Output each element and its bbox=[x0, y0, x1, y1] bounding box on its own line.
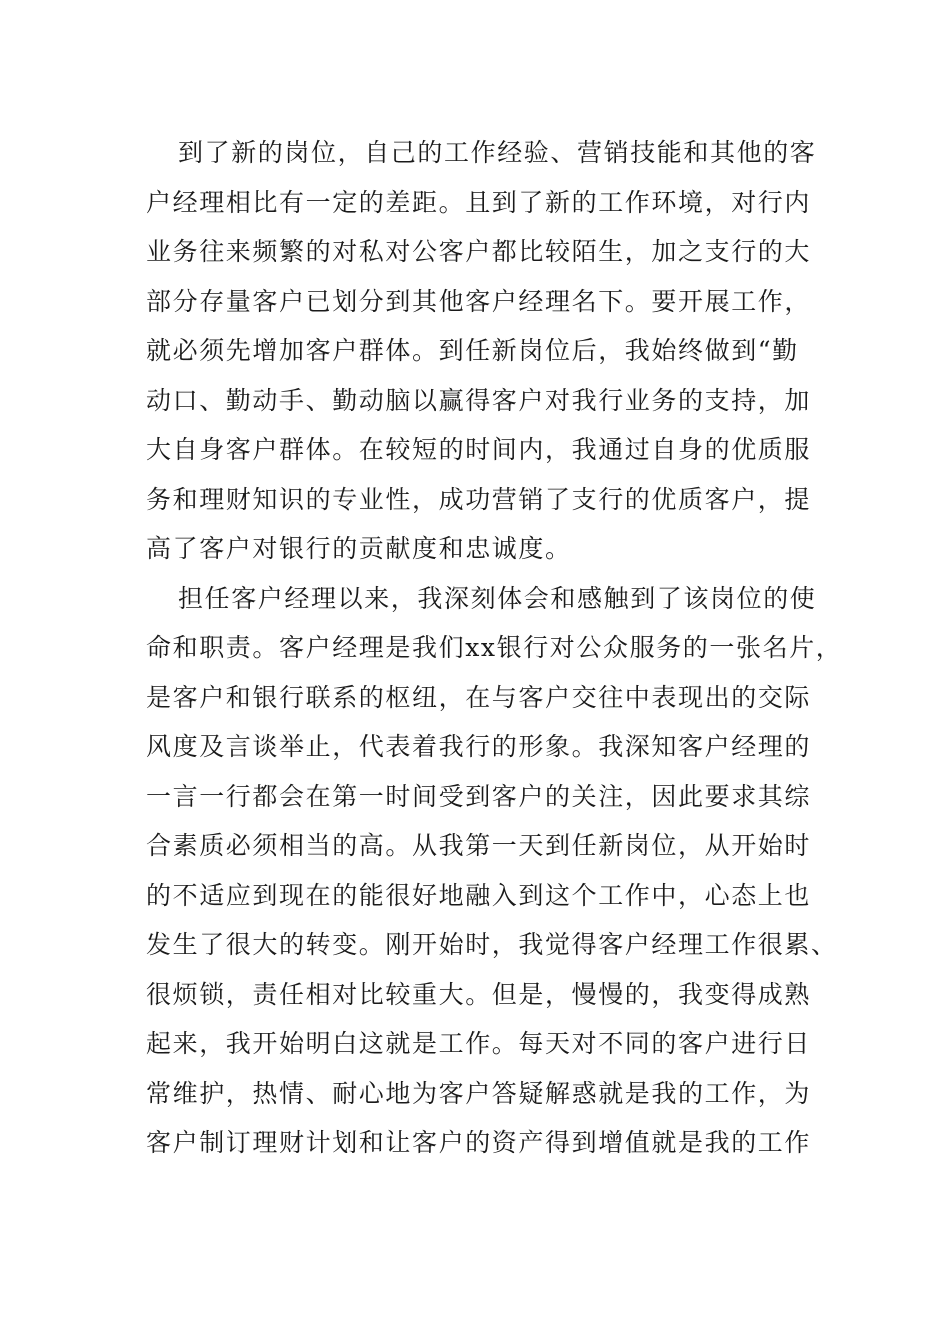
text-line: 到了新的岗位，自己的工作经验、营销技能和其他的客 bbox=[178, 138, 817, 167]
text-line: 高了客户对银行的贡献度和忠诚度。 bbox=[146, 534, 572, 563]
text-line: 起来，我开始明白这就是工作。每天对不同的客户进行日 bbox=[146, 1029, 812, 1058]
text-line: 动口、勤动手、勤动脑以赢得客户对我行业务的支持，加 bbox=[146, 385, 812, 415]
paragraph-1 bbox=[146, 128, 826, 574]
text-line: 部分存量客户已划分到其他客户经理名下。要开展工作， bbox=[146, 286, 812, 316]
text-line: 合素质必须相当的高。从我第一天到任新岗位，从开始时 bbox=[146, 831, 812, 860]
text-line: 一言一行都会在第一时间受到客户的关注，因此要求其综 bbox=[146, 781, 812, 811]
document-body bbox=[146, 128, 843, 1168]
text-line: 命和职责。客户经理是我们xx银行对公众服务的一张名片， bbox=[146, 633, 843, 662]
text-line: 客户制订理财计划和让客户的资产得到增值就是我的工作 bbox=[146, 1128, 812, 1157]
text-line: 风度及言谈举止，代表着我行的形象。我深知客户经理的 bbox=[146, 732, 812, 761]
text-line: 常维护，热情、耐心地为客户答疑解惑就是我的工作，为 bbox=[146, 1078, 812, 1108]
text-line: 户经理相比有一定的差距。且到了新的工作环境，对行内 bbox=[146, 187, 812, 217]
text-line: 务和理财知识的专业性，成功营销了支行的优质客户，提 bbox=[146, 484, 812, 514]
text-line: 就必须先增加客户群体。到任新岗位后，我始终做到“勤 bbox=[146, 336, 799, 365]
text-line: 是客户和银行联系的枢纽，在与客户交往中表现出的交际 bbox=[146, 682, 812, 712]
text-line: 的不适应到现在的能很好地融入到这个工作中，心态上也 bbox=[146, 880, 812, 910]
paragraph-2 bbox=[146, 574, 843, 1168]
text-line: 大自身客户群体。在较短的时间内，我通过自身的优质服 bbox=[146, 435, 812, 464]
text-line: 很烦锁，责任相对比较重大。但是，慢慢的，我变得成熟 bbox=[146, 979, 812, 1009]
text-line: 担任客户经理以来，我深刻体会和感触到了该岗位的使 bbox=[178, 583, 817, 613]
text-line: 业务往来频繁的对私对公客户都比较陌生，加之支行的大 bbox=[146, 237, 812, 266]
text-line: 发生了很大的转变。刚开始时，我觉得客户经理工作很累、 bbox=[146, 930, 838, 959]
